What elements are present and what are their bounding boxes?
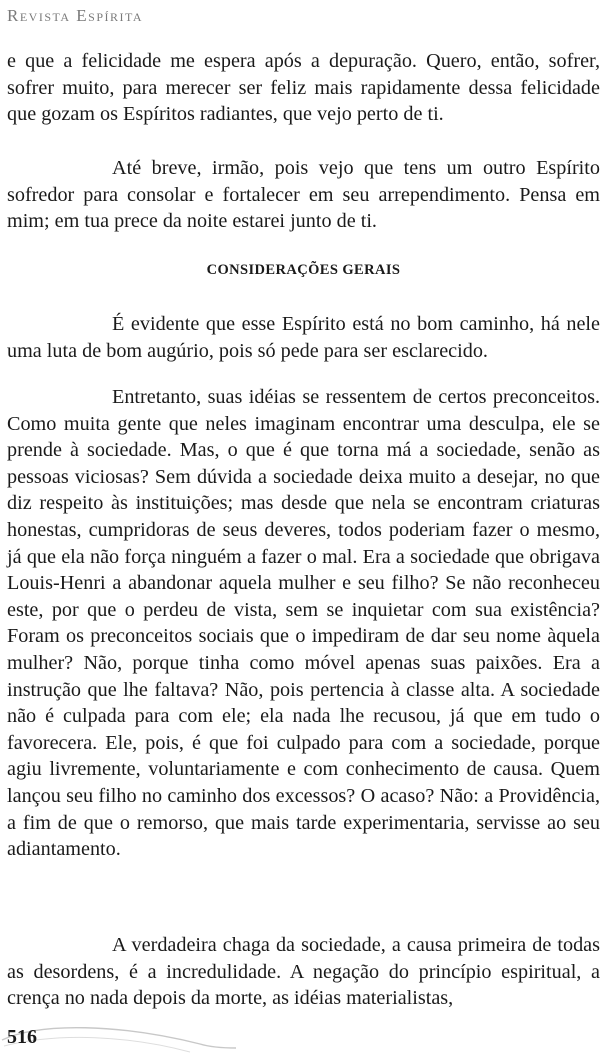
running-head: Revista Espírita bbox=[7, 6, 144, 25]
page-number: 516 bbox=[7, 1026, 37, 1048]
paragraph-true-wound: A verdadeira chaga da sociedade, a causa primeira de todas as desordens, é a incredulidade. A negação do princípio espiritual, a crença no nada depois da morte, as idéias materialistas, bbox=[7, 934, 600, 1010]
section-heading: CONSIDERAÇÕES GERAIS bbox=[206, 262, 401, 278]
paragraph-meanwhile: Entretanto, suas idéias se ressentem de certos preconceitos. Como muita gente que neles imaginam encontrar uma desculpa, ele se prende à sociedade. Mas, o que é que torna má a sociedade, senão as pessoas viciosas? Sem dúvida a sociedade deixa muito a desejar, no que diz respeito às instituições; mas desde que nela se encontram criaturas honestas, cumpridoras de seus deveres, todos poderiam fazer o mesmo, já que ela não força ninguém a fazer o mal. Era a sociedade que obrigava Louis-Henri a abandonar aquela mulher e seu filho? Se não reconheceu este, por que o perdeu de vista, sem se inquietar com sua existência? Foram os preconceitos sociais que o impediram de dar seu nome àquela mulher? Não, porque tinha como móvel apenas suas paixões. Era a instrução que lhe faltava? Não, pois pertencia à classe alta. A sociedade não é culpada para com ele; ela nada lhe recusou, já que em tudo o favorecera. Ele, pois, é que foi culpado para com a sociedade, porque agiu livremente, voluntariamente e com conhecimento de causa. Quem lançou seu filho no caminho dos excessos? O acaso? Não: a Providência, a fim de que o remorso, que mais tarde experimentaria, servisse ao seu adiantamento. bbox=[7, 386, 600, 861]
paragraph-evident: É evidente que esse Espírito está no bom caminho, há nele uma luta de bom augúrio, pois só pede para ser esclarecido. bbox=[7, 313, 600, 362]
paragraph-farewell: Até breve, irmão, pois vejo que tens um outro Espírito sofredor para consolar e fortalecer em seu arrependimento. Pensa em mim; em tua prece da noite estarei junto de ti. bbox=[7, 157, 600, 233]
paragraph-continuation: e que a felicidade me espera após a depuração. Quero, então, sofrer, sofrer muito, para merecer ser feliz mais rapidamente dessa felicidade que gozam os Espíritos radiantes, que vejo perto de ti. bbox=[7, 50, 600, 126]
